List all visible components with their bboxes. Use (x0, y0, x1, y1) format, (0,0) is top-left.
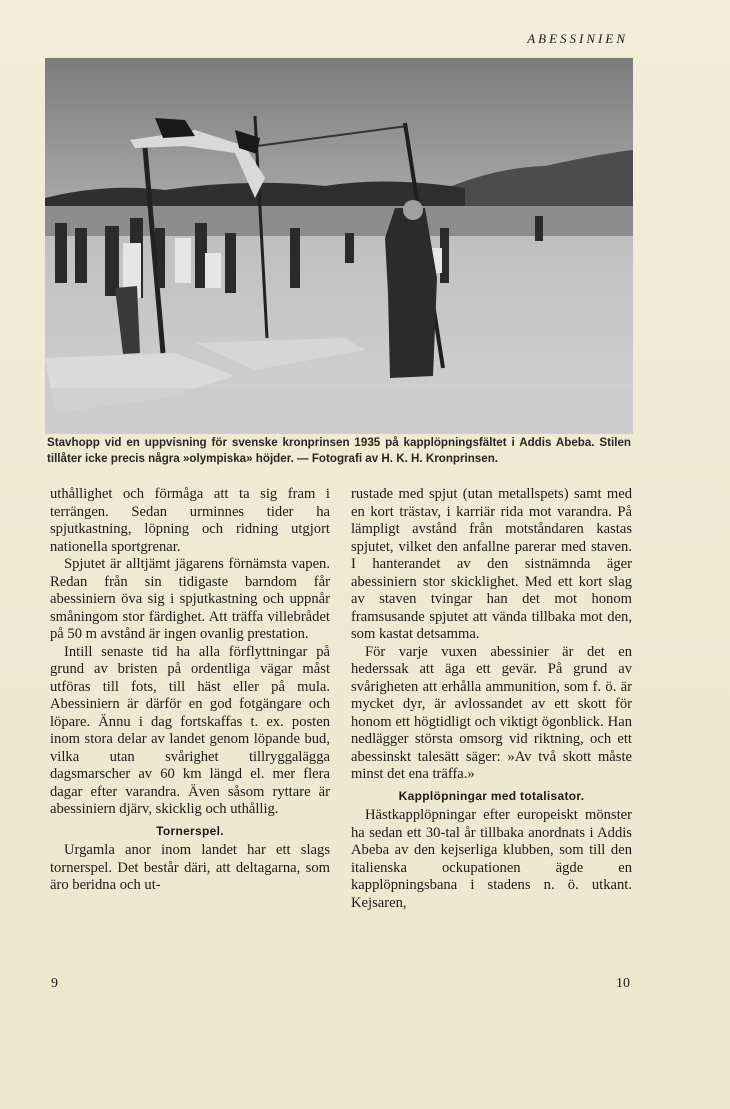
section-heading-kapplopningar: Kapplöpningar med totalisator. (398, 788, 585, 803)
left-paragraph-4: Urgamla anor inom landet har ett slags tornerspel. Det består däri, att deltagarna, som äro beridna och ut- (50, 842, 330, 893)
right-paragraph-1: rustade med spjut (utan metallspets) samt med en kort trästav, i karriär rida mot varandra. På lämpligt avstånd från motståndaren kastas spjutet, vilket den anfallne parerar med staven. I hanterandet av den sistnämnda äger abessiniern stor skicklighet. Med ett kort slag av staven tvingar han det mot honom framsusande spjutet att vända tillbaka mot den, som kastat detsamma. (351, 486, 632, 642)
pole-vault-photograph-icon (45, 58, 633, 434)
left-paragraph-1: uthållighet och förmåga att ta sig fram i terrängen. Sedan urminnes tider ha spjutkastning, löpning och ridning utgjort nationella sportgrenar. (50, 486, 330, 555)
left-paragraph-3: Intill senaste tid ha alla förflyttningar på grund av bristen på ordentliga vägar måst utföras till fots, till häst eller på mula. Abessiniern är därför en god fotgängare och löpare. Ännu i dag fortskaffas t. ex. posten inom stora delar av landet genom löpande bud, vilka utan svårighet tillryggalägga dagsmarscher av 60 km längd el. mer flera dagar efter varandra. Även såsom ryttare är abessiniern djärv, skicklig och uthållig. (50, 643, 330, 817)
page-number-right: 10 (616, 976, 630, 991)
left-paragraph-2: Spjutet är alltjämt jägarens förnämsta vapen. Redan från sin tidigaste barndom får abessiniern öva sig i spjutkastning och uppnår småningom stor färdighet. Att träffa villebrådet på 50 m avstånd är ingen ovanlig prestation. (50, 556, 330, 642)
running-head: ABESSINIEN (527, 31, 628, 46)
page-number-left: 9 (51, 976, 58, 991)
pole-vault-photo (45, 58, 633, 434)
section-heading-tornerspel: Tornerspel. (156, 823, 224, 838)
right-column (351, 486, 632, 912)
photo-caption: Stavhopp vid en uppvisning för svenske kronprinsen 1935 på kapplöpningsfältet i Addis Abeba. Stilen tillåter icke precis några »olympiska» höjder. — Fotografi av H. K. H. Kronprinsen. (47, 436, 631, 465)
right-paragraph-3: Hästkapplöpningar efter europeiskt mönster ha sedan ett 30-tal år tillbaka anordnats i Addis Abeba av den kejserliga klubben, som till den italienska ockupationen ägde en kapplöpningsbana i stadens n. ö. utkant. Kejsaren, (351, 807, 632, 911)
right-paragraph-2: För varje vuxen abessinier är det en hederssak att äga ett gevär. På grund av svårigheten att erhålla ammunition, som f. ö. är mycket dyr, är avlossandet av ett skott för honom ett högtidligt och viktigt ögonblick. Han nedlägger största omsorg vid riktning, och ett abessinskt talesätt säger: »Av två skott måste minst det ena träffa.» (351, 643, 632, 782)
left-column (50, 486, 330, 895)
